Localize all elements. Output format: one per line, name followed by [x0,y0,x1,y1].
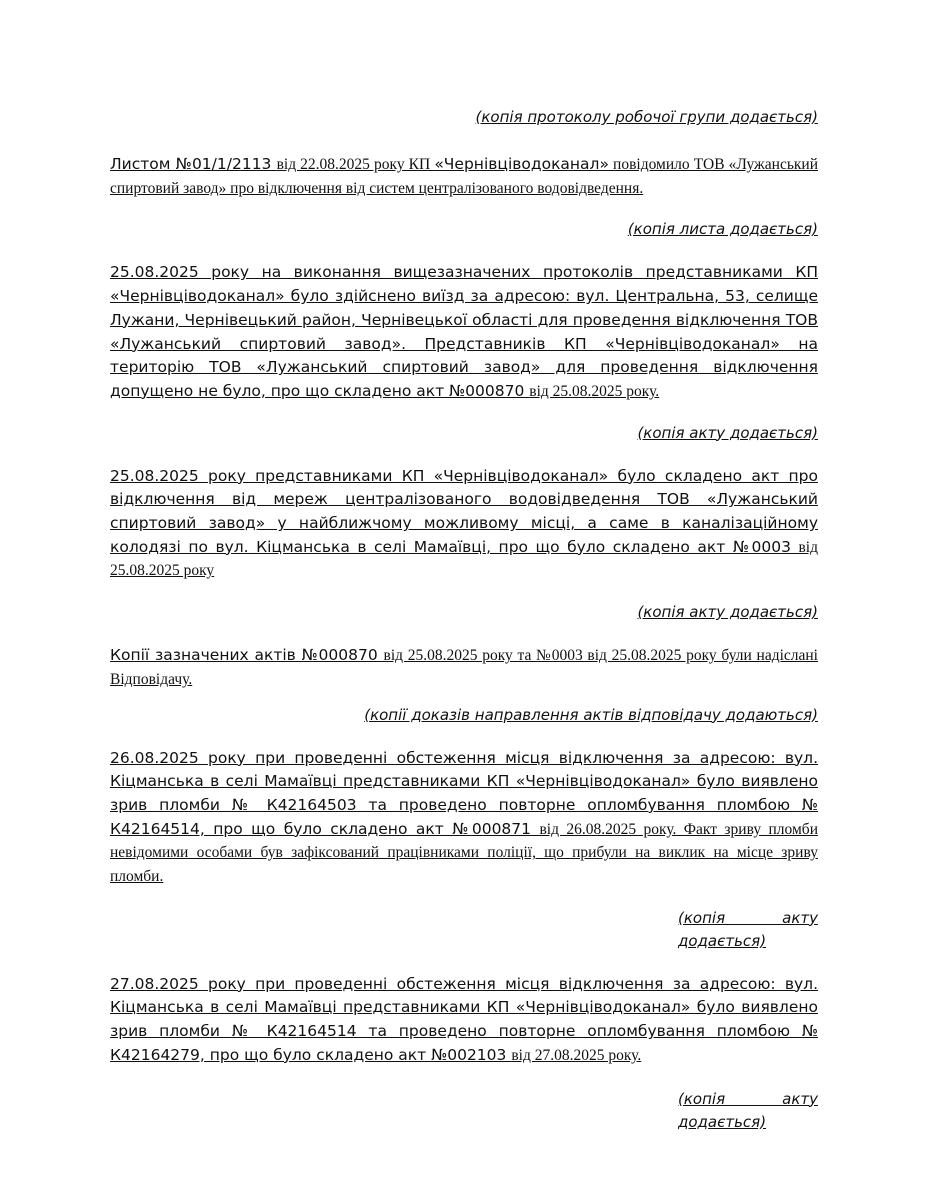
paragraph-disconnection [110,465,818,584]
copies-text: Копії зазначених актів №000870 [110,646,384,665]
note-line-1: (копія акту [678,908,818,927]
note-line-1: (копія акту [678,1089,818,1108]
attachment-note-evidence: (копії доказів направлення актів відповідачу додаються) [364,705,818,724]
note-line-2: додається) [678,1112,767,1131]
paragraph-seal-breach-1 [110,747,818,889]
attachment-note-act-3 [678,907,818,953]
disconnection-text: 25.08.2025 року представниками КП «Чернівціводоканал» було складено акт про відключення від мереж централізованого водовідведення ТОВ «Лужанський спиртовий завод» у найближчому можливому місці, а саме в каналізаційному колодязі по вул. Кіцманська в селі Мамаївці, про що було складено акт №0003 [110,466,818,556]
paragraph-letter [110,153,818,200]
letter-date: від 22.08.2025 року КП [276,156,435,173]
disconnection-date: від 25.08.2025 року [110,538,818,580]
attachment-note-act-4 [678,1088,818,1134]
seal-breach-2-date: від 27.08.2025 року. [511,1046,642,1064]
attachment-note-act-1: (копія акту додається) [637,423,818,442]
attachment-note-letter: (копія листа додається) [627,220,818,239]
paragraph-copies-sent [110,644,818,691]
attachment-note-protocol: (копія протоколу робочої групи додається) [475,108,818,126]
seal-breach-1-text: 26.08.2025 року при проведенні обстеження місця відключення за адресою: вул. Кіцманська в селі Мамаївці представниками КП «Чернівціводоканал» було виявлено зрив пломби № К42164503 та проведено повторне опломбування пломбою № К42164514, про що було складено акт №000871 [110,748,818,838]
seal-breach-2-text: 27.08.2025 року при проведенні обстеження місця відключення за адресою: вул. Кіцманська в селі Мамаївці представниками КП «Чернівціводоканал» було виявлено зрив пломби № К42164514 та проведено повторне опломбування пломбою № К42164279, про що було складено акт №002103 [110,974,818,1064]
copies-date: від 25.08.2025 року та №0003 від 25.08.2025 року були надіслані Відповідачу. [110,647,818,688]
letter-text: повідомило ТОВ «Лужанський спиртовий завод» про відключення від систем централізованого водовідведення. [110,156,819,197]
document-body [110,106,818,1134]
letter-number: Листом №01/1/2113 [110,155,277,173]
note-line-2: додається) [678,931,767,950]
org-name: «Чернівціводоканал» [434,155,609,173]
paragraph-seal-breach-2 [110,973,818,1068]
paragraph-visit [110,261,818,403]
visit-date: від 25.08.2025 року. [529,382,660,400]
seal-breach-1-date: від 26.08.2025 року. Факт зриву пломби невідомими особами був зафіксований працівниками поліції, що прибули на виклик на місце зриву пломби. [110,820,818,886]
attachment-note-act-2: (копія акту додається) [637,603,818,622]
visit-text: 25.08.2025 року на виконання вищезазначених протоколів представниками КП «Чернівціводоканал» було здійснено виїзд за адресою: вул. Центральна, 53, селище Лужани, Чернівецький район, Чернівецької області для проведення відключення ТОВ «Лужанський спиртовий завод». Представників КП «Чернівціводоканал» на територію ТОВ «Лужанський спиртовий завод» для проведення відключення допущено не було, про що складено акт №000870 [110,263,818,400]
